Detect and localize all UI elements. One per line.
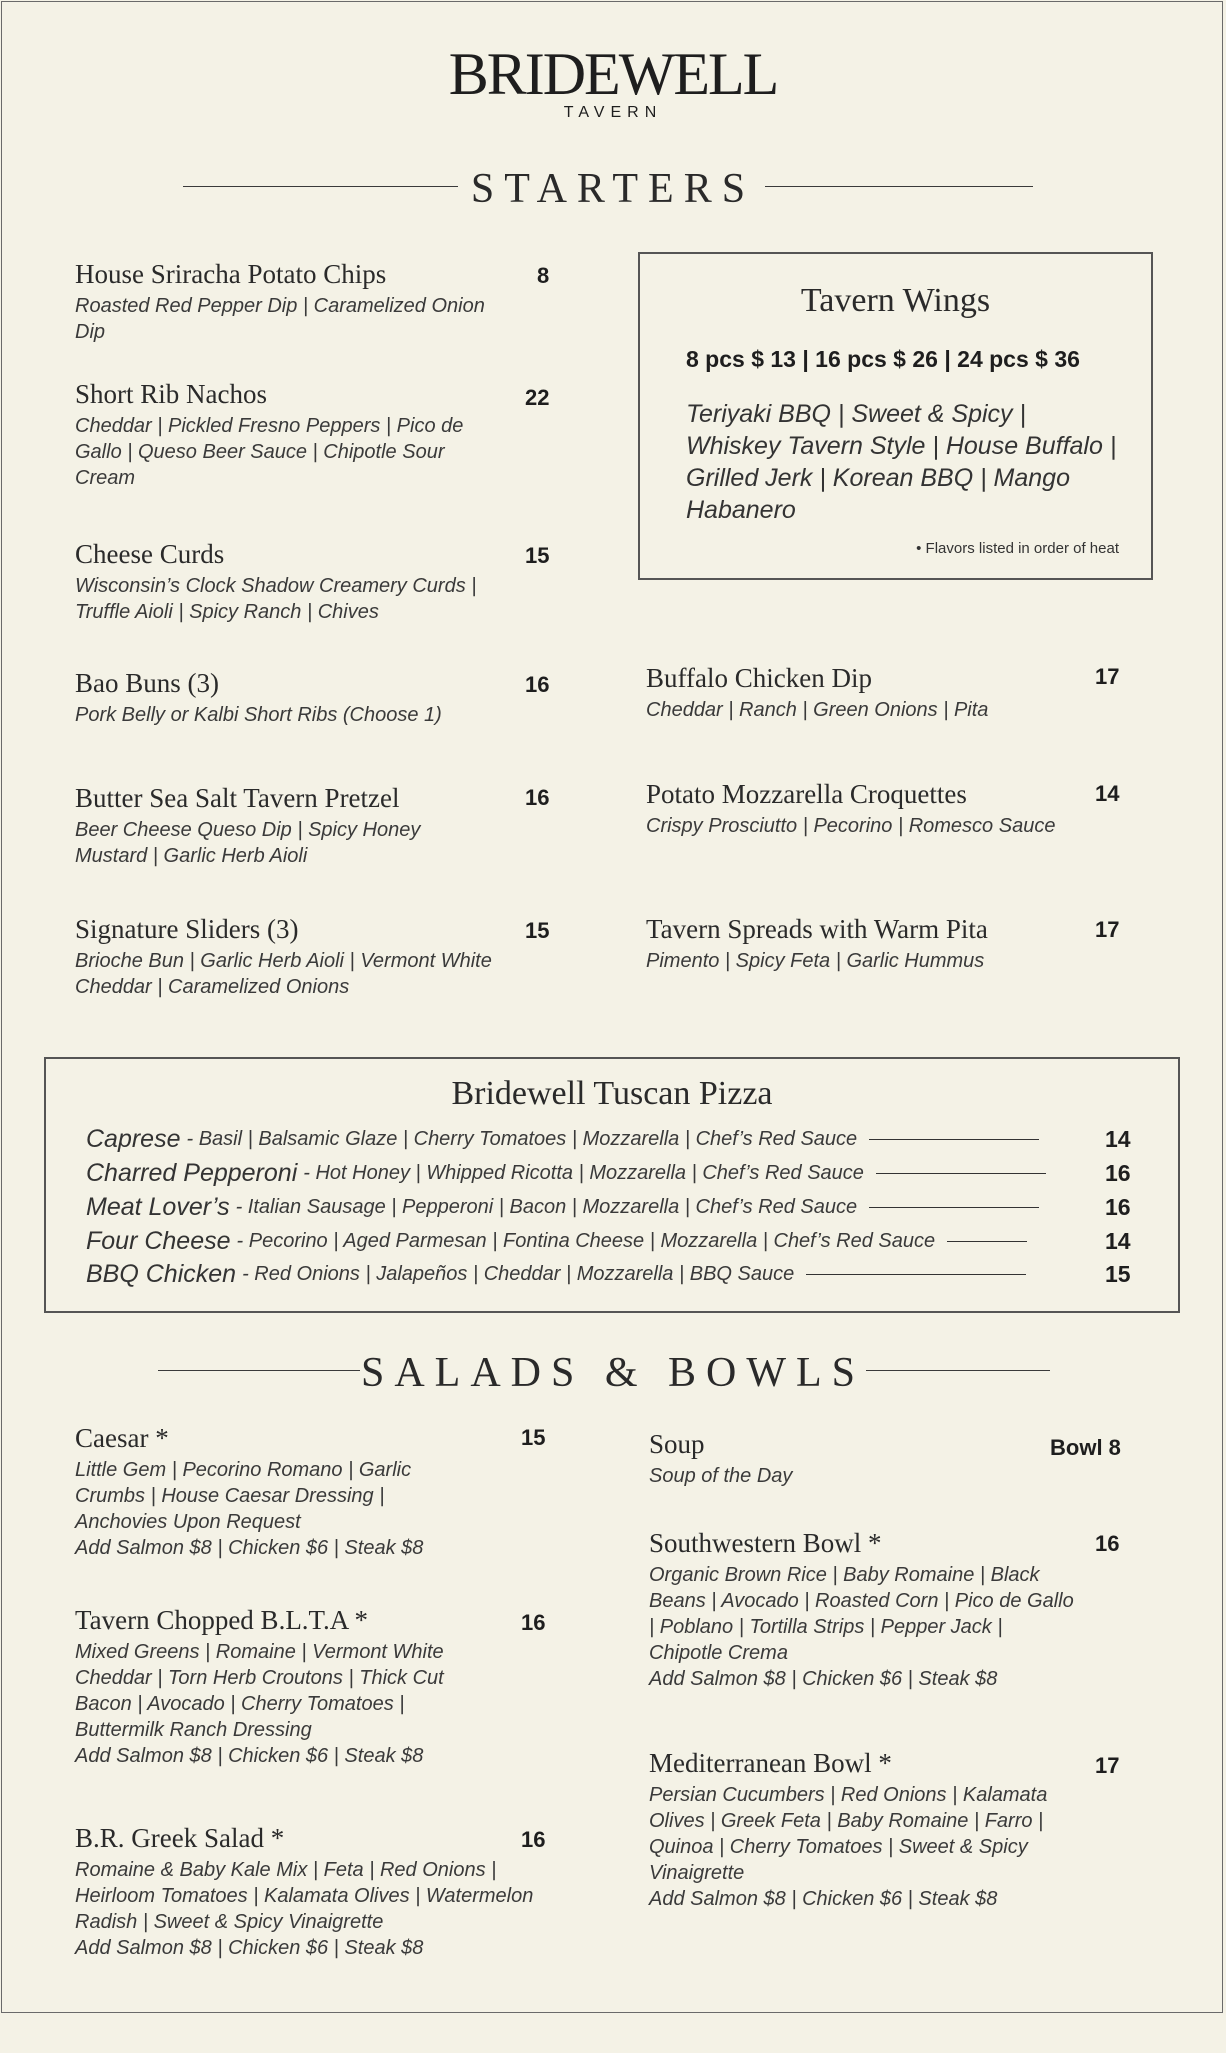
- item-description: Cheddar | Ranch | Green Onions | Pita: [646, 699, 989, 721]
- leader-line: [806, 1274, 1026, 1275]
- item-price: 22: [525, 385, 550, 410]
- item-name: Soup: [649, 1429, 705, 1459]
- item-price: 16: [521, 1610, 546, 1635]
- item-addon: Add Salmon $8 | Chicken $6 | Steak $8: [75, 1537, 424, 1559]
- item-description: Cheddar | Pickled Fresno Peppers | Pico de Gallo | Queso Beer Sauce | Chipotle Sour Cream: [75, 415, 464, 489]
- item-name: Tavern Spreads with Warm Pita: [646, 914, 988, 944]
- item-price: 14: [1095, 781, 1120, 806]
- item-name: Buffalo Chicken Dip: [646, 663, 872, 693]
- item-name: Signature Sliders (3): [75, 914, 299, 944]
- wings-box: [638, 252, 1153, 580]
- pizza-name: BBQ Chicken: [86, 1259, 237, 1288]
- pizza-row: [86, 1224, 1027, 1258]
- item-description: Little Gem | Pecorino Romano | Garlic Crumbs | House Caesar Dressing | Anchovies Upon Request: [75, 1459, 412, 1533]
- pizza-price: 16: [1105, 1160, 1131, 1186]
- pizza-description: - Red Onions | Jalapeños | Cheddar | Mozzarella | BBQ Sauce: [242, 1262, 795, 1285]
- item-name: Bao Buns (3): [75, 668, 219, 698]
- menu-item: [75, 538, 495, 625]
- item-price: 15: [525, 543, 550, 568]
- pizza-title: Bridewell Tuscan Pizza: [451, 1075, 773, 1112]
- menu-item: [646, 913, 1086, 974]
- item-description: Romaine & Baby Kale Mix | Feta | Red Onions | Heirloom Tomatoes | Kalamata Olives | Watermelon Radish | Sweet & Spicy Vinaigrette: [75, 1859, 534, 1933]
- item-name: Potato Mozzarella Croquettes: [646, 779, 967, 809]
- item-price: 16: [1095, 1531, 1120, 1556]
- item-name: Southwestern Bowl *: [649, 1528, 882, 1558]
- pizza-description: - Italian Sausage | Pepperoni | Bacon | Mozzarella | Chef’s Red Sauce: [235, 1195, 858, 1218]
- starters-heading: STARTERS: [470, 166, 756, 212]
- wings-note: • Flavors listed in order of heat: [916, 540, 1119, 557]
- item-addon: Add Salmon $8 | Chicken $6 | Steak $8: [649, 1888, 998, 1910]
- brand-logo-name: BRIDEWELL: [448, 41, 778, 107]
- item-price: 15: [525, 918, 550, 943]
- menu-item: [649, 1527, 1079, 1692]
- item-addon: Add Salmon $8 | Chicken $6 | Steak $8: [649, 1668, 998, 1690]
- item-price: 17: [1095, 1753, 1120, 1778]
- pizza-description: - Basil | Balsamic Glaze | Cherry Tomatoes | Mozzarella | Chef’s Red Sauce: [186, 1127, 858, 1150]
- leader-line: [869, 1139, 1039, 1140]
- wings-title: Tavern Wings: [800, 282, 991, 319]
- menu-item: [649, 1428, 1069, 1489]
- pizza-name: Caprese: [86, 1124, 181, 1153]
- pizza-name: Charred Pepperoni: [86, 1158, 298, 1187]
- item-price: Bowl 8: [1050, 1435, 1121, 1460]
- pizza-description: - Pecorino | Aged Parmesan | Fontina Cheese | Mozzarella | Chef’s Red Sauce: [236, 1229, 936, 1252]
- item-description: Mixed Greens | Romaine | Vermont White Cheddar | Torn Herb Croutons | Thick Cut Bacon | Avocado | Cherry Tomatoes | Buttermilk Ranch Dressing: [75, 1641, 444, 1741]
- pizza-price: 16: [1105, 1194, 1131, 1220]
- item-addon: Add Salmon $8 | Chicken $6 | Steak $8: [75, 1937, 424, 1959]
- menu-item: [646, 662, 1086, 723]
- menu-item: [646, 778, 1066, 839]
- item-name: Butter Sea Salt Tavern Pretzel: [75, 783, 400, 813]
- item-name: House Sriracha Potato Chips: [75, 259, 387, 289]
- item-price: 16: [525, 672, 550, 697]
- menu-item: [75, 913, 495, 1000]
- menu-item: [75, 258, 495, 345]
- item-description: Pimento | Spicy Feta | Garlic Hummus: [646, 950, 985, 972]
- item-description: Roasted Red Pepper Dip | Caramelized Onion Dip: [75, 295, 485, 343]
- item-price: 15: [521, 1425, 546, 1450]
- pizza-price: 14: [1105, 1126, 1131, 1152]
- leader-line: [876, 1173, 1046, 1174]
- salads-heading: SALADS & BOWLS: [360, 1350, 866, 1396]
- item-description: Brioche Bun | Garlic Herb Aioli | Vermont White Cheddar | Caramelized Onions: [75, 950, 492, 998]
- pizza-name: Meat Lover’s: [86, 1192, 230, 1221]
- item-name: Short Rib Nachos: [75, 379, 267, 409]
- item-price: 16: [521, 1827, 546, 1852]
- menu-item: [75, 782, 495, 869]
- item-description: Crispy Prosciutto | Pecorino | Romesco Sauce: [646, 815, 1056, 837]
- heading-rule-right: [866, 1370, 1050, 1371]
- pizza-price: 14: [1105, 1228, 1131, 1254]
- item-name: Tavern Chopped B.L.T.A *: [75, 1605, 369, 1635]
- heading-rule-right: [765, 186, 1033, 187]
- item-price: 17: [1095, 664, 1120, 689]
- menu-item: [75, 1422, 475, 1561]
- item-price: 8: [537, 263, 550, 288]
- pizza-row: [86, 1156, 1046, 1190]
- item-name: Cheese Curds: [75, 539, 225, 569]
- item-name: B.R. Greek Salad *: [75, 1823, 285, 1853]
- item-price: 16: [525, 785, 550, 810]
- pizza-name: Four Cheese: [86, 1226, 231, 1255]
- pizza-price: 15: [1105, 1261, 1131, 1287]
- menu-item: [75, 1822, 535, 1961]
- pizza-row: [86, 1257, 1026, 1291]
- item-description: Persian Cucumbers | Red Onions | Kalamata Olives | Greek Feta | Baby Romaine | Farro | Quinoa | Cherry Tomatoes | Sweet & Spicy Vinaigrette: [649, 1784, 1048, 1884]
- item-description: Soup of the Day: [649, 1465, 793, 1487]
- pizza-row: [86, 1190, 1039, 1224]
- item-addon: Add Salmon $8 | Chicken $6 | Steak $8: [75, 1745, 424, 1767]
- item-description: Beer Cheese Queso Dip | Spicy Honey Mustard | Garlic Herb Aioli: [75, 819, 421, 867]
- brand-logo-subtitle: TAVERN: [563, 104, 663, 121]
- item-name: Caesar *: [75, 1423, 169, 1453]
- wings-flavors: Teriyaki BBQ | Sweet & Spicy | Whiskey Tavern Style | House Buffalo | Grilled Jerk | Korean BBQ | Mango Habanero: [686, 400, 1117, 524]
- menu-item: [75, 1604, 475, 1769]
- menu-item: [649, 1747, 1069, 1912]
- item-price: 17: [1095, 917, 1120, 942]
- item-description: Wisconsin’s Clock Shadow Creamery Curds | Truffle Aioli | Spicy Ranch | Chives: [75, 575, 477, 623]
- item-name: Mediterranean Bowl *: [649, 1748, 892, 1778]
- menu-item: [75, 667, 495, 728]
- leader-line: [869, 1207, 1039, 1208]
- menu-item: [75, 378, 495, 491]
- item-description: Pork Belly or Kalbi Short Ribs (Choose 1): [75, 704, 442, 726]
- pizza-row: [86, 1122, 1039, 1156]
- leader-line: [947, 1241, 1027, 1242]
- wings-prices: 8 pcs $ 13 | 16 pcs $ 26 | 24 pcs $ 36: [686, 346, 1080, 372]
- item-description: Organic Brown Rice | Baby Romaine | Black Beans | Avocado | Roasted Corn | Pico de Gallo | Poblano | Tortilla Strips | Pepper Jack | Chipotle Crema: [649, 1564, 1074, 1664]
- pizza-description: - Hot Honey | Whipped Ricotta | Mozzarella | Chef’s Red Sauce: [303, 1161, 864, 1184]
